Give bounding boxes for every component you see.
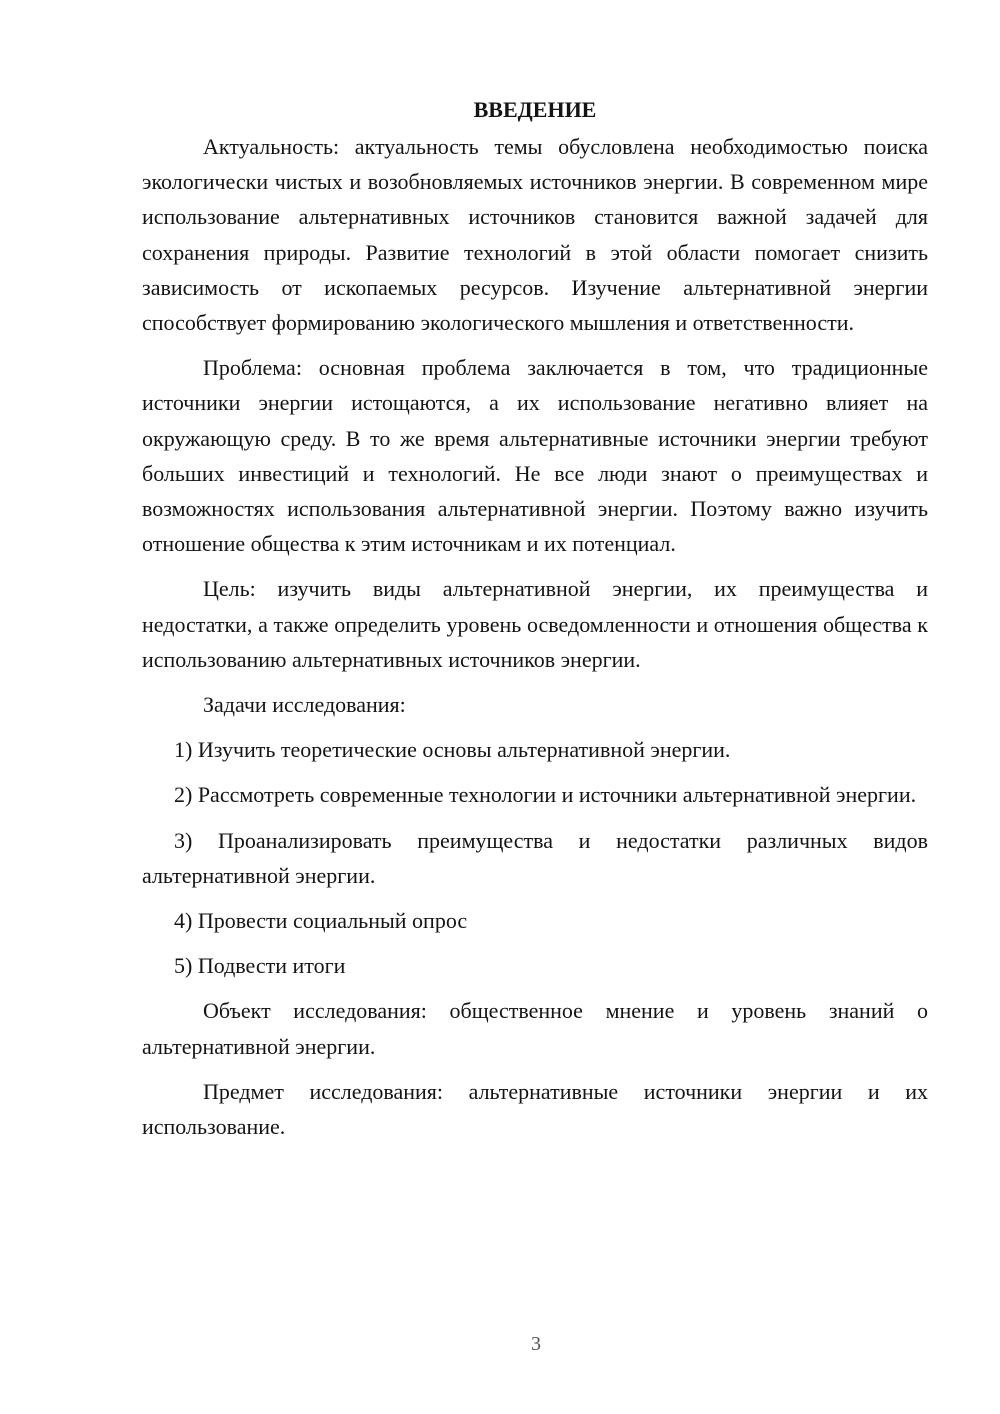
tasks-list (142, 732, 928, 983)
list-item: 2) Рассмотреть современные технологии и источники альтернативной энергии. (174, 782, 917, 808)
document-page (142, 92, 928, 1154)
list-item: 1) Изучить теоретические основы альтернативной энергии. (174, 737, 731, 763)
paragraph-goal: Цель: изучить виды альтернативной энергии, их преимущества и недостатки, а также определить уровень осведомленности и отношения общества к использованию альтернативных источников энергии. (142, 576, 928, 672)
list-item: 5) Подвести итоги (174, 953, 346, 979)
paragraph-relevance: Актуальность: актуальность темы обусловлена необходимостью поиска экологически чистых и возобновляемых источников энергии. В современном мире использование альтернативных источников становится важной задачей для сохранения природы. Развитие технологий в этой области помогает снизить зависимость от ископаемых ресурсов. Изучение альтернативной энергии способствует формированию экологического мышления и ответственности. (142, 134, 928, 336)
paragraph-subject: Предмет исследования: альтернативные источники энергии и их использование. (142, 1078, 928, 1140)
list-item: 3) Проанализировать преимущества и недостатки различных видов альтернативной энергии. (142, 827, 928, 888)
tasks-heading: Задачи исследования: (203, 692, 406, 718)
paragraph-problem: Проблема: основная проблема заключается в том, что традиционные источники энергии истощаются, а их использование негативно влияет на окружающую среду. В то же время альтернативные источники энергии требуют больших инвестиций и технологий. Не все люди знают о преимуществах и возможностях использования альтернативной энергии. Поэтому важно изучить отношение общества к этим источникам и их потенциал. (142, 355, 928, 557)
page-title: ВВЕДЕНИЕ (473, 97, 597, 122)
page-number: 3 (531, 1333, 541, 1355)
paragraph-object: Объект исследования: общественное мнение и уровень знаний о альтернативной энергии. (142, 998, 928, 1059)
list-item: 4) Провести социальный опрос (174, 908, 468, 934)
